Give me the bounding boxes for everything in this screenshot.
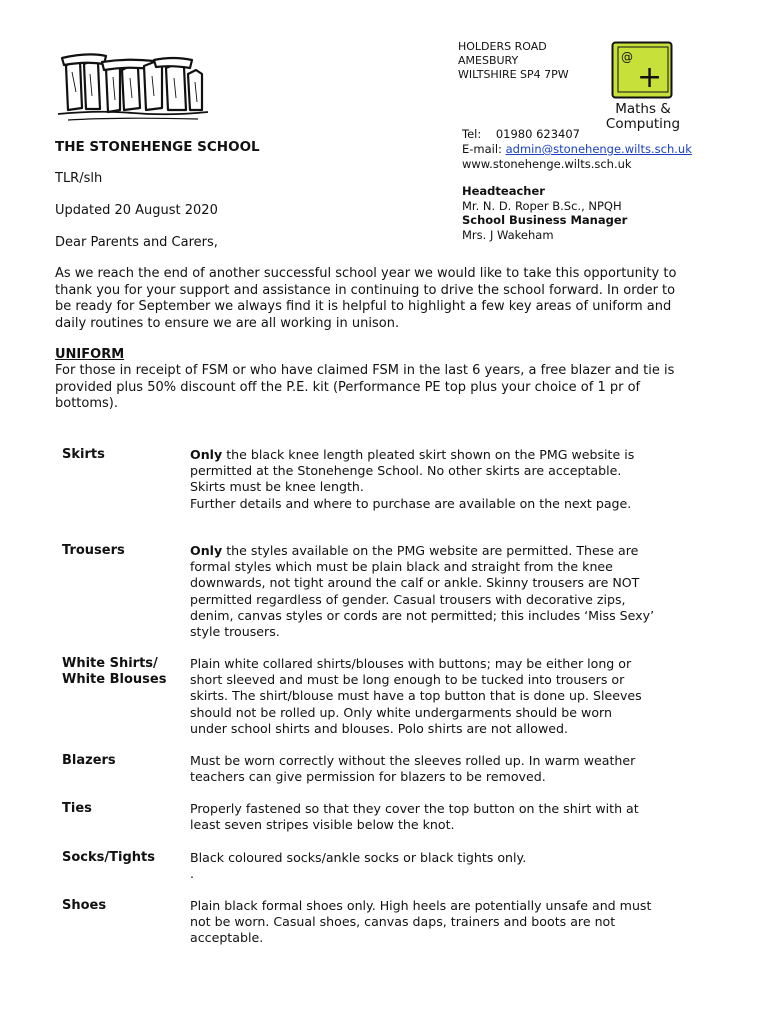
email-link[interactable]: admin@stonehenge.wilts.sch.uk xyxy=(505,142,692,156)
uniform-line: provided plus 50% discount off the P.E. kit (Performance PE top plus your choice of 1 pr of xyxy=(55,379,641,395)
address-line: AMESBURY xyxy=(458,54,519,67)
trousers-line: style trousers. xyxy=(190,624,280,640)
shirts-text xyxy=(190,656,670,737)
updated-date: Updated 20 August 2020 xyxy=(55,203,218,218)
socks-label: Socks/Tights xyxy=(62,850,155,865)
shirts-label-line: White Shirts/ xyxy=(62,656,158,671)
staff-block xyxy=(462,184,627,242)
school-address xyxy=(458,40,569,82)
shirts-line: Plain white collared shirts/blouses with buttons; may be either long or xyxy=(190,656,632,671)
ties-line: Properly fastened so that they cover the top button on the shirt with at xyxy=(190,801,639,816)
headteacher-title: Headteacher xyxy=(462,184,545,198)
shoes-line: Plain black formal shoes only. High heels are potentially unsafe and must xyxy=(190,898,652,913)
skirts-line: the black knee length pleated skirt shown on the PMG website is xyxy=(222,447,635,462)
shoes-line: acceptable. xyxy=(190,930,264,946)
intro-line: daily routines to ensure we are all working in unison. xyxy=(55,315,400,331)
uniform-intro xyxy=(55,363,675,413)
shoes-text xyxy=(190,898,670,947)
intro-line: be ready for September we always find it is helpful to highlight a few key areas of uniform and xyxy=(55,299,672,314)
headteacher-name: Mr. N. D. Roper B.Sc., NPQH xyxy=(462,198,622,213)
blazers-text xyxy=(190,753,670,785)
socks-text xyxy=(190,850,670,882)
trousers-line: permitted regardless of gender. Casual trousers with decorative zips, xyxy=(190,591,626,607)
blazers-line: Must be worn correctly without the sleeves rolled up. In warm weather xyxy=(190,753,636,768)
tel-number: 01980 623407 xyxy=(495,127,580,141)
address-line: WILTSHIRE SP4 7PW xyxy=(458,68,569,81)
website-text: www.stonehenge.wilts.sch.uk xyxy=(462,157,632,171)
trousers-label: Trousers xyxy=(62,543,125,558)
skirts-label: Skirts xyxy=(62,447,105,462)
blouses-label-line: White Blouses xyxy=(62,672,167,687)
email-label: E-mail: xyxy=(462,142,502,156)
business-manager-name: Mrs. J Wakeham xyxy=(462,227,554,242)
tel-label: Tel: xyxy=(462,127,482,141)
contact-block xyxy=(462,127,692,172)
blazers-line: teachers can give permission for blazers to be removed. xyxy=(190,769,546,785)
trousers-lead: Only xyxy=(190,543,223,558)
intro-line: As we reach the end of another successful school year we would like to take this opportunity to xyxy=(55,266,677,281)
ties-line: least seven stripes visible below the knot. xyxy=(190,817,455,833)
socks-line: . xyxy=(190,866,195,882)
trousers-line: the styles available on the PMG website are permitted. These are xyxy=(222,543,639,558)
trousers-line: denim, canvas styles or cords are not permitted; this includes ‘Miss Sexy’ xyxy=(190,607,655,623)
shirts-line: under school shirts and blouses. Polo shirts are not allowed. xyxy=(190,720,568,736)
stonehenge-logo xyxy=(58,52,208,124)
school-name: THE STONEHENGE SCHOOL xyxy=(55,139,260,155)
ties-label: Ties xyxy=(62,801,92,816)
at-symbol: @ xyxy=(621,50,633,64)
shirts-label xyxy=(62,656,180,688)
letter-reference: TLR/slh xyxy=(55,171,103,186)
business-manager-title: School Business Manager xyxy=(462,213,628,227)
trousers-line: downwards, not tight around the calf or ankle. Skinny trousers are NOT xyxy=(190,575,640,591)
blazers-label: Blazers xyxy=(62,753,116,768)
shirts-line: should not be rolled up. Only white undergarments should be worn xyxy=(190,704,612,720)
uniform-heading: UNIFORM xyxy=(55,347,125,362)
address-line: HOLDERS ROAD xyxy=(458,40,547,53)
skirts-lead: Only xyxy=(190,447,223,462)
computing-label-line: Computing xyxy=(605,116,681,132)
uniform-line: For those in receipt of FSM or who have claimed FSM in the last 6 years, a free blazer and tie is xyxy=(55,363,675,378)
shoes-line: not be worn. Casual shoes, canvas daps, trainers and boots are not xyxy=(190,914,616,930)
intro-paragraph xyxy=(55,266,680,332)
maths-label-line: Maths & xyxy=(615,101,671,117)
uniform-line: bottoms). xyxy=(55,396,118,411)
ties-text xyxy=(190,801,670,833)
skirts-line: permitted at the Stonehenge School. No other skirts are acceptable. xyxy=(190,463,622,479)
plus-symbol: + xyxy=(637,60,663,95)
shirts-line: skirts. The shirt/blouse must have a top button that is done up. Sleeves xyxy=(190,688,642,704)
socks-line: Black coloured socks/ankle socks or black tights only. xyxy=(190,850,527,865)
shoes-label: Shoes xyxy=(62,898,107,913)
maths-computing-logo xyxy=(611,41,673,99)
salutation: Dear Parents and Carers, xyxy=(55,235,218,250)
shirts-line: short sleeved and must be long enough to be tucked into trousers or xyxy=(190,672,625,688)
skirts-text xyxy=(190,447,670,512)
intro-line: thank you for your support and assistance in continuing to drive the school forward. In order to xyxy=(55,282,676,298)
skirts-line: Further details and where to purchase are available on the next page. xyxy=(190,495,632,511)
trousers-line: formal styles which must be plain black and straight from the knee xyxy=(190,559,613,575)
skirts-line: Skirts must be knee length. xyxy=(190,479,364,495)
trousers-text xyxy=(190,543,670,640)
